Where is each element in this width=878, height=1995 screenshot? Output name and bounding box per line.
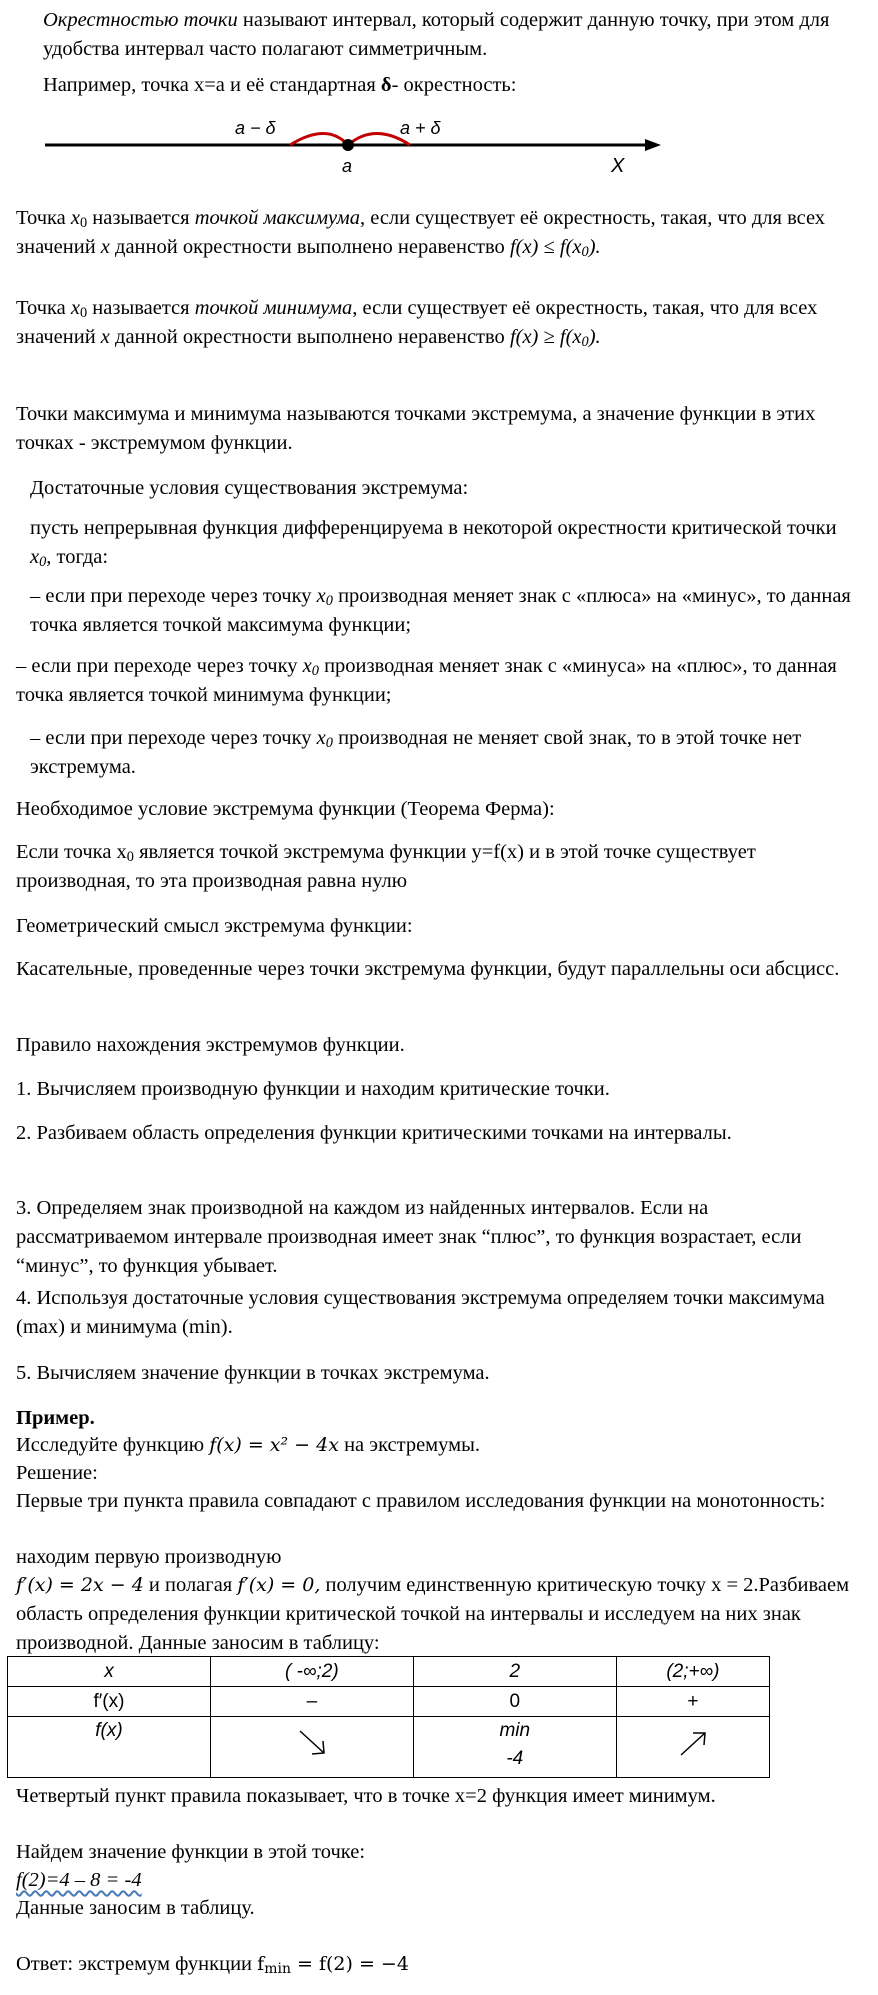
intro-example-text: Например, точка х=а и её стандартная: [43, 74, 381, 96]
rule-step-5: 5. Вычисляем значение функции в точках экстремума.: [16, 1362, 490, 1384]
min-label: min: [499, 1720, 531, 1741]
condition-min: – если при переходе через точку $x_0$ производная меняет знак с «минуса» на «плюс», то данная точка является точкой минимума функции;: [16, 655, 837, 706]
min-definition: Точка $x_0$ называется точкой минимума, если существует её окрестность, такая, что для всех значений x данной окрестности выполнено неравенство $f(x) \ge f(x_0)$.: [16, 297, 818, 350]
condition-none: – если при переходе через точку $x_0$ производная не меняет свой знак, то в этой точке нет экстремума.: [30, 727, 802, 778]
rule-step-1: 1. Вычисляем производную функции и находим критические точки.: [16, 1078, 610, 1100]
table-cell-min: [413, 1717, 616, 1778]
rule-step-2: 2. Разбиваем область определения функции критическими точками на интервалы.: [16, 1122, 732, 1144]
table-cell: 2: [413, 1657, 616, 1687]
label-axis-x: X: [611, 155, 625, 177]
intro-example: [43, 71, 854, 100]
table-cell: f′(x): [8, 1687, 211, 1717]
table-cell: +: [616, 1687, 769, 1717]
intro-text: называют интервал, который содержит данную точку, при этом для удобства интервал часто полагают симметричным.: [43, 9, 830, 60]
fermat-text: Если точка $х_0$ является точкой экстремума функции y=f(x) и в этой точке существует производная, то эта производная равна нулю: [16, 841, 756, 892]
term-minimum: точкой минимума: [194, 297, 353, 319]
geometric-title: Геометрический смысл экстремума функции:: [16, 915, 413, 937]
rule-title: Правило нахождения экстремумов функции.: [16, 1034, 405, 1056]
fermat-title: Необходимое условие экстремума функции (Теорема Ферма):: [16, 798, 555, 820]
example-table-note: Данные заносим в таблицу.: [16, 1897, 255, 1919]
neighborhood-figure: [45, 112, 705, 192]
table-cell-decreasing: [210, 1717, 413, 1778]
table-cell: (2;+∞): [616, 1657, 769, 1687]
example-first-three: Первые три пункта правила совпадают с правилом исследования функции на монотонность:: [16, 1490, 826, 1512]
axis-arrow: [645, 139, 661, 151]
table-row: [8, 1657, 770, 1687]
table-row: [8, 1687, 770, 1717]
example-solution-label: Решение:: [16, 1462, 98, 1484]
example-min-conclusion: Четвертый пункт правила показывает, что в точке x=2 функция имеет минимум.: [16, 1785, 716, 1807]
decreasing-arrow-icon: [292, 1723, 332, 1763]
label-a: a: [342, 156, 353, 176]
point-a: [342, 139, 354, 151]
table-cell-increasing: [616, 1717, 769, 1778]
label-a-minus-delta: a − δ: [235, 118, 276, 138]
sufficient-intro: пусть непрерывная функция дифференцируема в некоторой окрестности критической точки $x_0$, тогда:: [30, 517, 837, 570]
increasing-arrow-icon: [673, 1723, 713, 1763]
table-row: [8, 1717, 770, 1778]
term-neighborhood: Окрестностью точки: [43, 9, 238, 31]
rule-step-3: 3. Определяем знак производной на каждом из найденных интервалов. Если на рассматриваемом интервале производная имеет знак “плюс”, то функция возрастает, если “минус”, то функция убывает.: [16, 1197, 802, 1277]
max-definition: Точка $x_0$ называется точкой максимума, если существует её окрестность, такая, что для всех значений x данной окрестности выполнено неравенство $f(x) \le f(x_0)$.: [16, 207, 826, 260]
table-cell: x: [8, 1657, 211, 1687]
example-title: Пример.: [16, 1407, 95, 1429]
geometric-text: Касательные, проведенные через точки экстремума функции, будут параллельны оси абсцисс.: [16, 958, 840, 980]
table-cell: f(x): [8, 1717, 211, 1778]
sufficient-title: Достаточные условия существования экстремума:: [30, 477, 469, 499]
extremum-table: [7, 1656, 770, 1778]
extremum-definition: Точки максимума и минимума называются точками экстремума, а значение функции в этих точках - экстремумом функции.: [16, 403, 816, 454]
intro-example-end: - окрестность:: [391, 74, 517, 96]
rule-step-4: 4. Используя достаточные условия существования экстремума определяем точки максимума (max) и минимума (min).: [16, 1287, 825, 1338]
term-maximum: точкой максимума: [194, 207, 360, 229]
min-value: -4: [506, 1748, 524, 1769]
label-a-plus-delta: a + δ: [400, 118, 441, 138]
delta-symbol: δ: [380, 74, 392, 96]
example-derivative: f′(x) = 2x − 4 и полагая f′(x) = 0, получим единственную критическую точку x = 2.Разбиваем область определения функции критической точкой на интервалы и исследуем на них знак производной. Данные заносим в таблицу:: [16, 1574, 850, 1654]
example-calculation: f(2)=4 – 8 = -4: [16, 1869, 142, 1891]
table-cell: ( -∞;2): [210, 1657, 413, 1687]
example-task: Исследуйте функцию f(x) = x² − 4x на экстремумы.: [16, 1434, 481, 1456]
condition-max: – если при переходе через точку $x_0$ производная меняет знак с «плюса» на «минус», то данная точка является точкой максимума функции;: [30, 585, 851, 636]
example-answer: Ответ: экстремум функции $f_{min} = f(2) = -4$: [16, 1953, 409, 1977]
example-find-derivative: находим первую производную: [16, 1546, 282, 1568]
table-cell: 0: [413, 1687, 616, 1717]
intro-paragraph: [43, 6, 854, 64]
table-cell: –: [210, 1687, 413, 1717]
example-find-value: Найдем значение функции в этой точке:: [16, 1841, 366, 1863]
